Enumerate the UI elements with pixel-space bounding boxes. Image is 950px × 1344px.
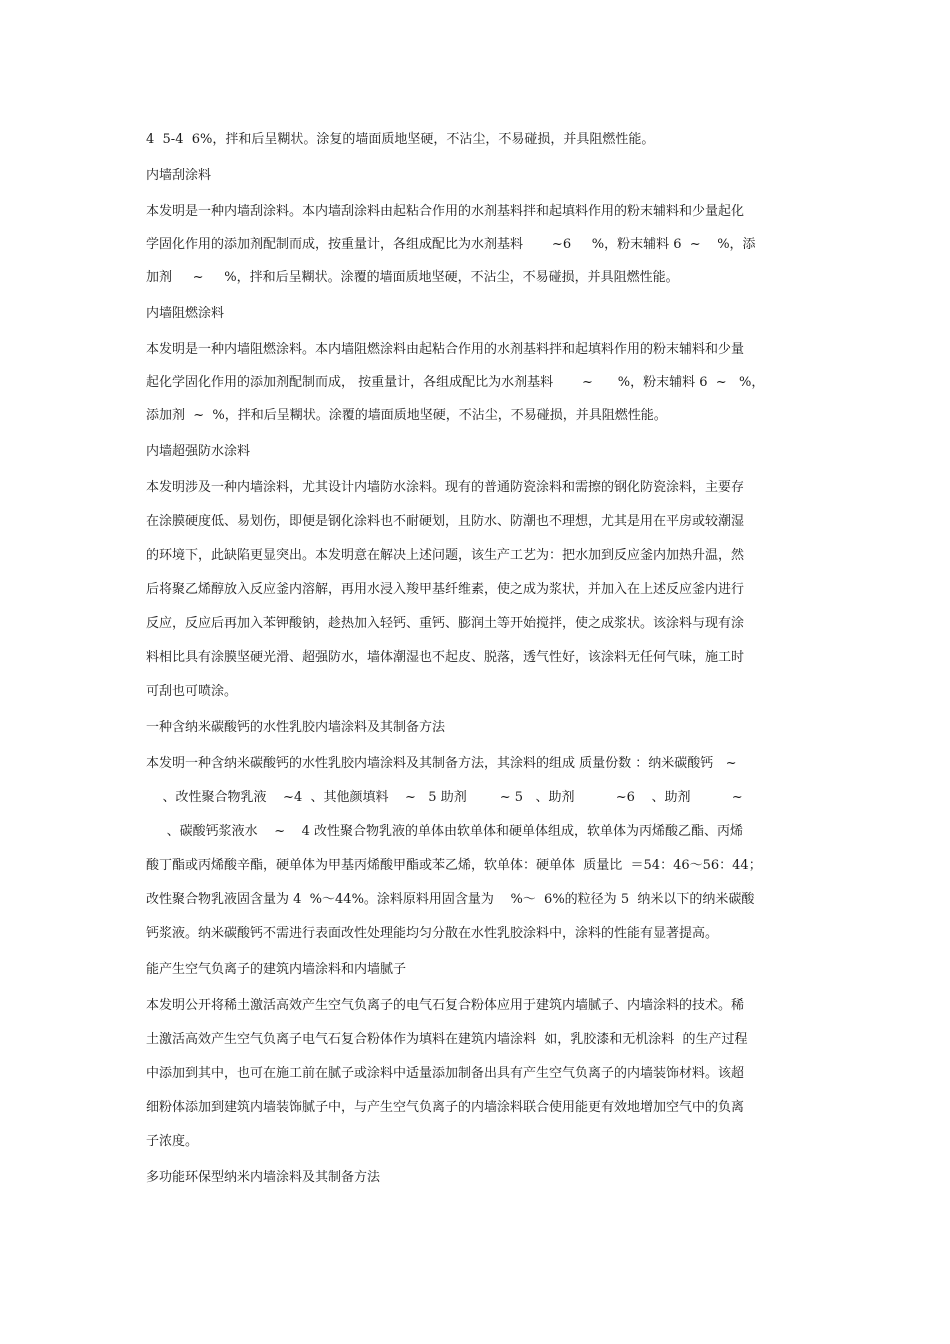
- paragraph-line: 本发明是一种内墙刮涂料。本内墙刮涂料由起粘合作用的水剂基料拌和起填料作用的粉末辅料和少量起化: [146, 204, 745, 219]
- paragraph-line: 起化学固化作用的添加剂配制而成， 按重量计，各组成配比为水剂基料 ~ %，粉末辅料 6 ~ %，: [146, 375, 765, 390]
- paragraph-line: 本发明公开将稀土激活高效产生空气负离子的电气石复合粉体应用于建筑内墙腻子、内墙涂料的技术。稀: [146, 998, 745, 1013]
- paragraph-line: 可刮也可喷涂。: [146, 684, 238, 699]
- paragraph-line: 、改性聚合物乳液 ~4 、其他颜填料 ~ 5 助剂 ~ 5 、助剂 ~6 、助剂 ~: [146, 790, 743, 805]
- paragraph-line: 反应，反应后再加入苯钾酸钠，趁热加入轻钙、重钙、膨润土等开始搅拌，使之成浆状。该涂料与现有涂: [146, 616, 745, 631]
- paragraph-line: 细粉体添加到建筑内墙装饰腻子中，与产生空气负离子的内墙涂料联合使用能更有效地增加空气中的负离: [146, 1100, 745, 1115]
- paragraph-line: 本发明是一种内墙阻燃涂料。本内墙阻燃涂料由起粘合作用的水剂基料拌和起填料作用的粉末辅料和少量: [146, 342, 745, 357]
- section-heading: 内墙刮涂料: [146, 168, 212, 183]
- paragraph-line: 土激活高效产生空气负离子电气石复合粉体作为填料在建筑内墙涂料 如，乳胶漆和无机涂料 的生产过程: [146, 1032, 748, 1047]
- paragraph-line: 本发明一种含纳米碳酸钙的水性乳胶内墙涂料及其制备方法，其涂料的组成 质量份数 ：纳米碳酸钙 ~: [146, 756, 737, 771]
- paragraph-line: 中添加到其中，也可在施工前在腻子或涂料中适量添加制备出具有产生空气负离子的内墙装饰材料。该超: [146, 1066, 745, 1081]
- paragraph-line: 的环境下，此缺陷更显突出。本发明意在解决上述问题，该生产工艺为：把水加到反应釜内加热升温，然: [146, 548, 745, 563]
- paragraph-line: 改性聚合物乳液固含量为 4 %～44%。涂料原料用固含量为 %～ 6%的粒径为 5 纳米以下的纳米碳酸: [146, 892, 755, 907]
- paragraph-line: 料相比具有涂膜坚硬光滑、超强防水，墙体潮湿也不起皮、脱落，透气性好，该涂料无任何气味，施工时: [146, 650, 745, 665]
- paragraph-line: 子浓度。: [146, 1134, 199, 1149]
- section-heading: 一种含纳米碳酸钙的水性乳胶内墙涂料及其制备方法: [146, 720, 446, 735]
- paragraph-line: 本发明涉及一种内墙涂料，尤其设计内墙防水涂料。现有的普通防瓷涂料和需擦的钢化防瓷涂料，主要存: [146, 480, 745, 495]
- section-heading: 多功能环保型纳米内墙涂料及其制备方法: [146, 1170, 381, 1185]
- paragraph-line: 酸丁酯或丙烯酸辛酯，硬单体为甲基丙烯酸甲酯或苯乙烯，软单体：硬单体 质量比 ＝54：46～56：44；: [146, 858, 762, 873]
- paragraph-line: 后将聚乙烯醇放入反应釜内溶解，再用水浸入羧甲基纤维素，使之成为浆状，并加入在上述反应釜内进行: [146, 582, 745, 597]
- section-heading: 能产生空气负离子的建筑内墙涂料和内墙腻子: [146, 962, 407, 977]
- paragraph-line: 加剂 ~ %，拌和后呈糊状。涂覆的墙面质地坚硬，不沾尘，不易碰损，并具阻燃性能。: [146, 270, 679, 285]
- section-heading: 内墙超强防水涂料: [146, 444, 251, 459]
- paragraph-line: 添加剂 ~ %，拌和后呈糊状。涂覆的墙面质地坚硬，不沾尘，不易碰损，并具阻燃性能。: [146, 408, 667, 423]
- paragraph-line: 钙浆液。纳米碳酸钙不需进行表面改性处理能均匀分散在水性乳胶涂料中，涂料的性能有显著提高。: [146, 926, 719, 941]
- paragraph-line: 在涂膜硬度低、易划伤，即便是钢化涂料也不耐硬划，且防水、防潮也不理想，尤其是用在平房或较潮湿: [146, 514, 745, 529]
- paragraph-line: 、碳酸钙浆液水 ~ 4 改性聚合物乳液的单体由软单体和硬单体组成，软单体为丙烯酸乙酯、丙烯: [146, 824, 744, 839]
- paragraph-line: 4 5-4 6%，拌和后呈糊状。涂复的墙面质地坚硬，不沾尘，不易碰损，并具阻燃性能。: [146, 132, 655, 147]
- paragraph-line: 学固化作用的添加剂配制而成，按重量计，各组成配比为水剂基料 ~6 %，粉末辅料 6 ~ %，添: [146, 237, 756, 252]
- section-heading: 内墙阻燃涂料: [146, 306, 225, 321]
